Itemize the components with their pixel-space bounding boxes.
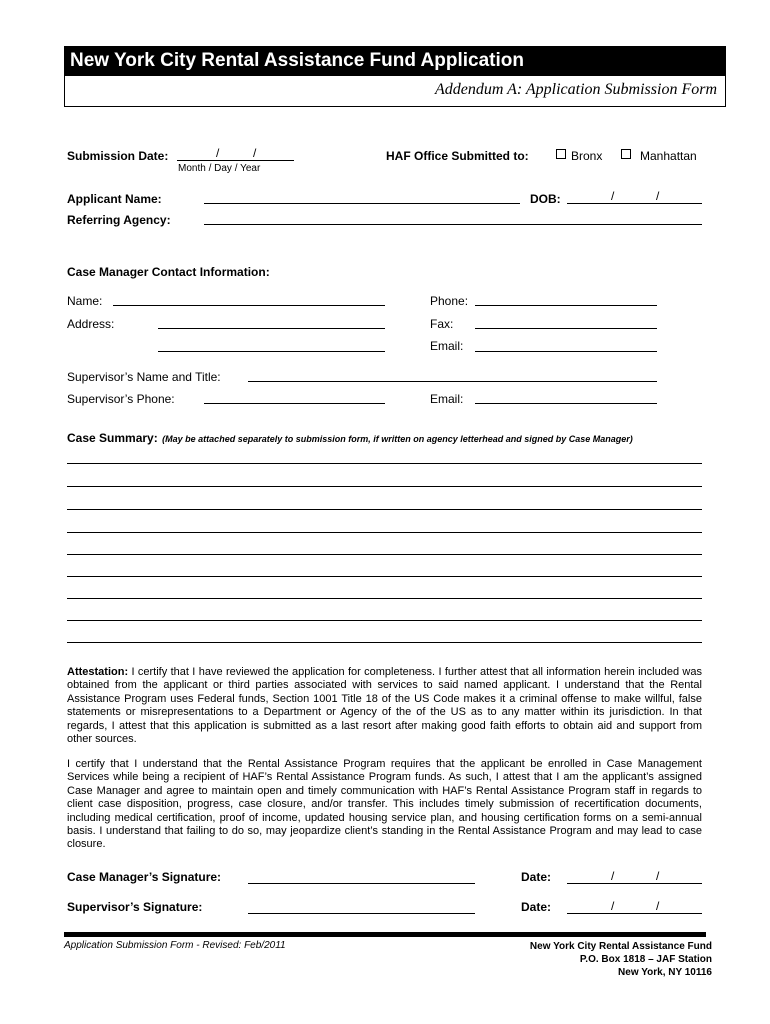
- supervisor-email-label: Email:: [430, 392, 464, 406]
- supervisor-name-label: Supervisor’s Name and Title:: [67, 370, 221, 384]
- footer-revision: Application Submission Form - Revised: Feb/2011: [64, 940, 286, 951]
- case-summary-line[interactable]: [67, 598, 702, 599]
- cm-fax-label: Fax:: [430, 317, 454, 331]
- date-slash: /: [253, 146, 257, 160]
- date-slash: /: [656, 869, 660, 883]
- attestation-paragraph-1: [67, 666, 702, 746]
- date-slash: /: [216, 146, 220, 160]
- form-title: New York City Rental Assistance Fund Application: [64, 46, 726, 76]
- cm-fax-field[interactable]: [475, 328, 657, 329]
- dob-label: DOB:: [530, 192, 561, 206]
- footer-rule: [64, 932, 706, 937]
- case-summary-line[interactable]: [67, 463, 702, 464]
- case-summary-note: (May be attached separately to submission form, if written on agency letterhead and signed by Case Manager): [162, 434, 633, 444]
- signature-date-label: Date:: [521, 900, 552, 914]
- cm-phone-label: Phone:: [430, 294, 469, 308]
- attestation-label: Attestation:: [67, 666, 129, 678]
- referring-agency-label: Referring Agency:: [67, 213, 171, 227]
- attestation-paragraph-2: I certify that I understand that the Rental Assistance Program requires that the applicant be enrolled in Case Management Services while being a recipient of HAF’s Rental Assistance Program funds. As such, I attest that I am the applicant’s assigned Case Manager and agree to maintain open and timely communication with HAF’s Rental Assistance Program staff in regards to client case disposition, progress, case closure, and/or transfer. This includes timely submission of recertification documents, including medical certification, proof of income, updated housing service plan, and housing certification forms on a semi-annual basis. I understand that failing to do so, may jeopardize client’s standing in the Rental Assistance Program and may lead to case closure.: [67, 758, 702, 851]
- case-summary-label: Case Summary:: [67, 431, 158, 445]
- submission-date-label: Submission Date:: [67, 149, 169, 163]
- cm-name-label: Name:: [67, 294, 103, 308]
- cm-email-field[interactable]: [475, 351, 657, 352]
- form-subtitle: Addendum A: Application Submission Form: [434, 81, 717, 98]
- date-slash: /: [611, 869, 615, 883]
- manhattan-option-label: Manhattan: [640, 149, 697, 163]
- case-summary-line[interactable]: [67, 486, 702, 487]
- cm-phone-field[interactable]: [475, 305, 657, 306]
- referring-agency-field[interactable]: [204, 224, 702, 225]
- supervisor-phone-field[interactable]: [204, 403, 385, 404]
- supervisor-name-field[interactable]: [248, 381, 657, 382]
- bronx-option-label: Bronx: [571, 149, 603, 163]
- cm-address-label: Address:: [67, 317, 115, 331]
- date-slash: /: [656, 189, 660, 203]
- date-format-hint: Month / Day / Year: [178, 163, 261, 174]
- subtitle-box: [64, 76, 726, 107]
- case-summary-line[interactable]: [67, 554, 702, 555]
- attestation-text-1: I certify that I have reviewed the application for completeness. I further attest that all information herein included was obtained from the applicant or third parties associated with services to said named applicant. I understand that the Rental Assistance Program uses Federal funds, Section 1001 Title 18 of the US Code makes it a criminal offense to make willful, false statements or misrepresentations to a Department or Agency of the of the US as to any matter within its jurisdiction. In that regards, I attest that this application is submitted as a last resort after making good faith efforts to obtain aid and support from other sources.: [67, 666, 702, 746]
- supervisor-phone-label: Supervisor’s Phone:: [67, 392, 175, 406]
- haf-office-label: HAF Office Submitted to:: [386, 149, 529, 163]
- manhattan-checkbox[interactable]: [621, 149, 631, 159]
- supervisor-signature-field[interactable]: [248, 913, 475, 914]
- case-summary-line[interactable]: [67, 532, 702, 533]
- date-slash: /: [656, 899, 660, 913]
- submission-date-field[interactable]: [177, 160, 294, 161]
- case-summary-header: [67, 429, 633, 447]
- cm-email-label: Email:: [430, 339, 464, 353]
- case-summary-line[interactable]: [67, 620, 702, 621]
- case-manager-heading: Case Manager Contact Information:: [67, 265, 270, 279]
- date-slash: /: [611, 189, 615, 203]
- case-manager-date-field[interactable]: [567, 883, 702, 884]
- dob-field[interactable]: [567, 203, 702, 204]
- supervisor-date-field[interactable]: [567, 913, 702, 914]
- cm-address-field-2[interactable]: [158, 351, 385, 352]
- bronx-checkbox[interactable]: [556, 149, 566, 159]
- case-summary-line[interactable]: [67, 576, 702, 577]
- cm-address-field-1[interactable]: [158, 328, 385, 329]
- footer-org: New York City Rental Assistance Fund: [529, 941, 712, 952]
- case-summary-line[interactable]: [67, 509, 702, 510]
- signature-date-label: Date:: [521, 870, 552, 884]
- cm-name-field[interactable]: [113, 305, 385, 306]
- footer-address: [530, 940, 712, 979]
- applicant-name-field[interactable]: [204, 203, 520, 204]
- case-manager-signature-field[interactable]: [248, 883, 475, 884]
- case-summary-line[interactable]: [67, 642, 702, 643]
- supervisor-signature-label: Supervisor’s Signature:: [67, 900, 203, 914]
- footer-po-box: P.O. Box 1818 – JAF Station: [579, 954, 712, 965]
- footer-city: New York, NY 10116: [618, 967, 712, 978]
- applicant-name-label: Applicant Name:: [67, 192, 162, 206]
- case-manager-signature-label: Case Manager’s Signature:: [67, 870, 222, 884]
- date-slash: /: [611, 899, 615, 913]
- supervisor-email-field[interactable]: [475, 403, 657, 404]
